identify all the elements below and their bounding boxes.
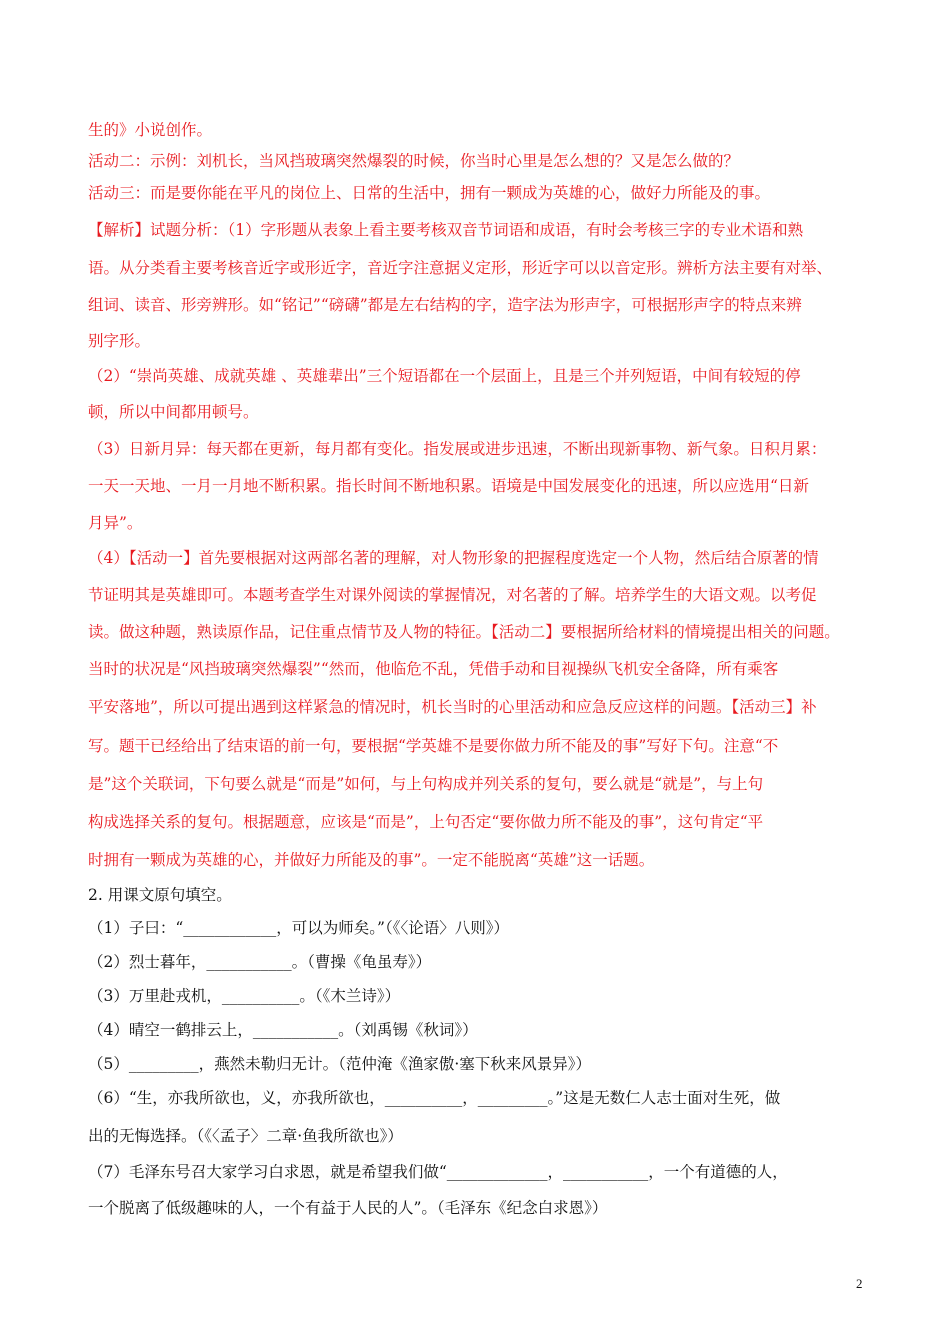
page-number: 2 [856,1276,863,1291]
analysis-p2-line-2: 顿，所以中间都用顿号。 [88,403,259,421]
analysis-p4-line-7: 是”这个关联词，下句要么就是“而是”如何，与上句构成并列关系的复句，要么就是“就是”，与上句 [88,775,764,793]
analysis-p4-line-8: 构成选择关系的复句。根据题意，应该是“而是”，上句否定“要你做力所不能及的事”，这句肯定“平 [88,813,764,831]
analysis-p1-line-2: 语。从分类看主要考核音近字或形近字，音近字注意据义定形，形近字可以以音定形。辨析方法主要有对举、 [88,259,833,277]
analysis-p4-line-2: 节证明其是英雄即可。本题考查学生对课外阅读的掌握情况，对名著的了解。培养学生的大语文观。以考促 [88,586,817,604]
question-2-item-3: （3）万里赴戎机，__________。（《木兰诗》） [88,987,401,1005]
analysis-p1-line-4: 别字形。 [88,332,151,350]
analysis-p2-line-1: （2）“崇尚英雄、成就英雄 、英雄辈出”三个短语都在一个层面上，且是三个并列短语，中间有较短的停 [88,367,801,385]
question-2-item-1: （1）子曰：“____________，可以为师矣。”（《〈论语〉八则》） [88,919,509,937]
question-2-item-6-cont: 出的无悔选择。（《〈孟子〉二章·鱼我所欲也》） [88,1127,403,1145]
answer-activity-3: 活动三：而是要你能在平凡的岗位上、日常的生活中，拥有一颗成为英雄的心，做好力所能及的事。 [88,184,771,202]
question-2-item-2: （2）烈士暮年，___________。（曹操《龟虽寿》） [88,953,432,971]
analysis-p4-line-5: 平安落地”，所以可提出遇到这样紧急的情况时，机长当时的心里活动和应急反应这样的问题。【活动三】补 [88,698,817,716]
question-2-item-5: （5）_________，燕然未勒归无计。（范仲淹《渔家傲·塞下秋来风景异》） [88,1055,592,1073]
analysis-p3-line-1: （3）日新月异：每天都在更新，每月都有变化。指发展或进步迅速，不断出现新事物、新气象。日积月累： [88,440,827,458]
question-2-item-7-cont: 一个脱离了低级趣味的人，一个有益于人民的人”。（毛泽东《纪念白求恩》） [88,1199,608,1217]
analysis-p1-line-3: 组词、读音、形旁辨形。如“铭记”“磅礴”都是左右结构的字，造字法为形声字，可根据形声字的特点来辨 [88,296,802,314]
analysis-p4-line-4: 当时的状况是“风挡玻璃突然爆裂”“然而，他临危不乱，凭借手动和目视操纵飞机安全备降，所有乘客 [88,660,779,678]
analysis-p3-line-3: 月异”。 [88,514,143,532]
question-2-title: 2. 用课文原句填空。 [88,886,232,904]
analysis-p1-line-1: 【解析】试题分析：（1）字形题从表象上看主要考核双音节词语和成语，有时会考核三字的专业术语和熟 [88,221,804,239]
analysis-p4-line-3: 读。做这种题，熟读原作品，记住重点情节及人物的特征。【活动二】要根据所给材料的情境提出相关的问题。 [88,623,840,641]
answer-line-1: 生的》小说创作。 [88,121,213,139]
analysis-p4-line-9: 时拥有一颗成为英雄的心，并做好力所能及的事”。一定不能脱离“英雄”这一话题。 [88,851,655,869]
question-2-item-7: （7）毛泽东号召大家学习白求恩，就是希望我们做“_____________，___________，一个有道德的人， [88,1163,788,1181]
answer-activity-2: 活动二：示例：刘机长，当风挡玻璃突然爆裂的时候，你当时心里是怎么想的？又是怎么做的？ [88,152,740,170]
analysis-p4-line-6: 写。题干已经给出了结束语的前一句，要根据“学英雄不是要你做力所不能及的事”写好下句。注意“不 [88,737,779,755]
analysis-p3-line-2: 一天一天地、一月一月地不断积累。指长时间不断地积累。语境是中国发展变化的迅速，所以应选用“日新 [88,477,809,495]
analysis-p4-line-1: （4）【活动一】首先要根据对这两部名著的理解，对人物形象的把握程度选定一个人物，然后结合原著的情 [88,549,819,567]
question-2-item-4: （4）晴空一鹤排云上，___________。（刘禹锡《秋词》） [88,1021,478,1039]
question-2-item-6: （6）“生，亦我所欲也，义，亦我所欲也，__________，_________。”这是无数仁人志士面对生死，做 [88,1089,781,1107]
